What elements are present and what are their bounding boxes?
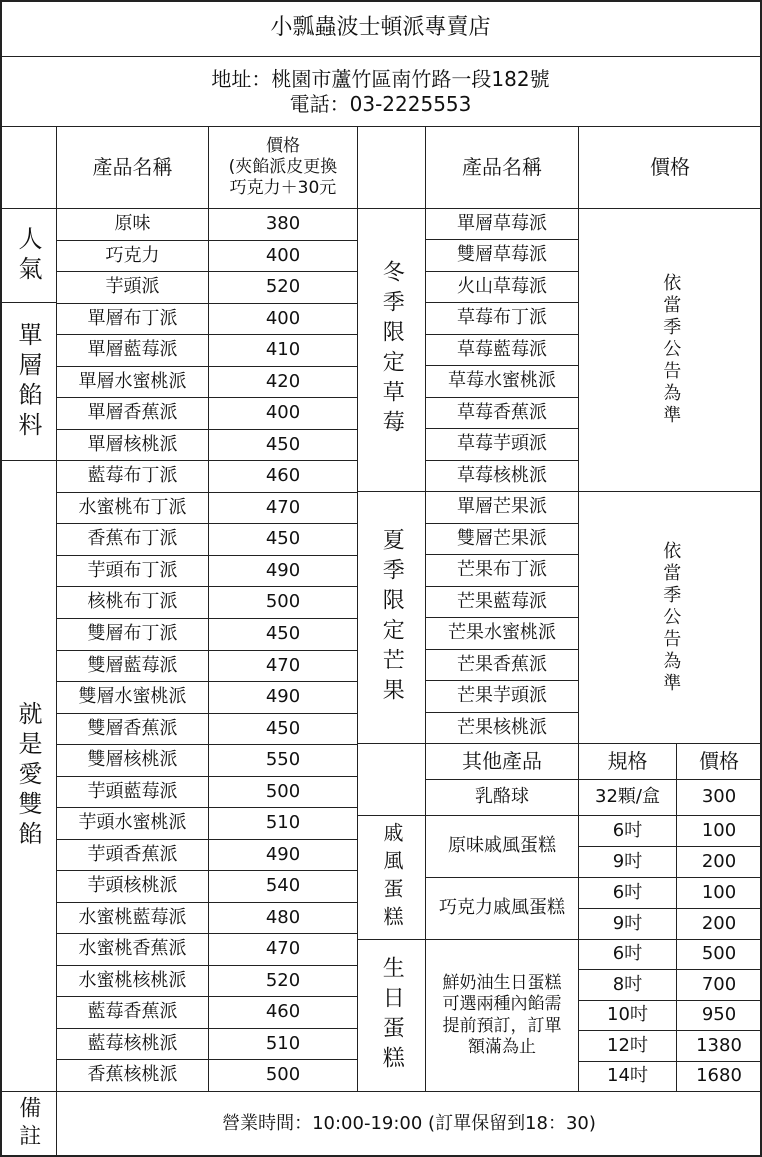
product-price: 420 — [209, 367, 358, 398]
header-price-2: 價格 — [579, 127, 762, 209]
product-price: 520 — [209, 272, 358, 304]
birthday-size-price: 950 — [677, 1001, 762, 1031]
chiffon-original-spec: 6吋 — [579, 816, 677, 847]
address-line: 地址：桃園市蘆竹區南竹路一段182號 — [211, 66, 550, 91]
product-price: 510 — [209, 1029, 358, 1060]
product-price: 470 — [209, 934, 358, 966]
category-popular: 人氣 — [0, 209, 57, 303]
product-price: 400 — [209, 241, 358, 272]
summer-label: 夏季限定芒果 — [358, 492, 426, 744]
product-name: 雙層藍莓派 — [57, 651, 209, 682]
product-price: 450 — [209, 430, 358, 461]
winter-item: 草莓水蜜桃派 — [426, 366, 579, 398]
product-price: 470 — [209, 493, 358, 524]
header-price-line: 價格 — [266, 135, 300, 156]
birthday-label: 生日蛋糕 — [358, 940, 426, 1092]
birthday-description — [426, 940, 579, 1092]
winter-item: 火山草莓派 — [426, 272, 579, 303]
product-name: 單層布丁派 — [57, 304, 209, 335]
birthday-description-line: 可選兩種內餡需 — [442, 994, 562, 1015]
product-price: 500 — [209, 777, 358, 808]
header-blank — [0, 127, 57, 209]
phone-line: 電話：03-2225553 — [289, 91, 472, 116]
birthday-size-price: 500 — [677, 940, 762, 970]
product-price: 450 — [209, 619, 358, 651]
other-header-spec: 規格 — [579, 744, 677, 780]
other-header-price: 價格 — [677, 744, 762, 780]
other-blank — [358, 744, 426, 816]
birthday-description-line: 提前預訂，訂單 — [442, 1015, 562, 1036]
summer-item: 芒果布丁派 — [426, 555, 579, 587]
chiffon-chocolate-price: 100 — [677, 878, 762, 909]
header-product-name-2: 產品名稱 — [426, 127, 579, 209]
winter-item: 草莓香蕉派 — [426, 398, 579, 429]
product-name: 水蜜桃布丁派 — [57, 493, 209, 524]
birthday-size-price: 700 — [677, 970, 762, 1001]
birthday-size-spec: 8吋 — [579, 970, 677, 1001]
summer-item: 雙層芒果派 — [426, 524, 579, 555]
product-price: 520 — [209, 966, 358, 997]
product-price: 510 — [209, 808, 358, 840]
chiffon-label: 戚風蛋糕 — [358, 816, 426, 940]
product-price: 500 — [209, 1060, 358, 1092]
other-header-name: 其他產品 — [426, 744, 579, 780]
chiffon-original-price: 200 — [677, 847, 762, 878]
product-name: 藍莓香蕉派 — [57, 997, 209, 1029]
product-name: 雙層香蕉派 — [57, 714, 209, 745]
product-price: 460 — [209, 461, 358, 493]
product-price: 540 — [209, 871, 358, 903]
cheese-ball-spec: 32顆/盒 — [579, 780, 677, 816]
summer-item: 芒果水蜜桃派 — [426, 618, 579, 650]
product-price: 400 — [209, 304, 358, 335]
store-title: 小瓢蟲波士頓派專賣店 — [0, 0, 762, 57]
chiffon-original-price: 100 — [677, 816, 762, 847]
winter-item: 單層草莓派 — [426, 209, 579, 240]
contact-info — [0, 57, 762, 127]
product-name: 雙層水蜜桃派 — [57, 682, 209, 714]
header-blank — [358, 127, 426, 209]
product-name: 芋頭香蕉派 — [57, 840, 209, 871]
cheese-ball-price: 300 — [677, 780, 762, 816]
winter-item: 草莓核桃派 — [426, 461, 579, 492]
summer-item: 芒果藍莓派 — [426, 587, 579, 618]
header-price-line: 巧克力＋30元 — [229, 178, 337, 199]
birthday-size-spec: 12吋 — [579, 1031, 677, 1062]
header-price — [209, 127, 358, 209]
winter-label: 冬季限定草莓 — [358, 209, 426, 492]
winter-item: 草莓布丁派 — [426, 303, 579, 335]
summer-price-note: 依當季公告為準 — [579, 492, 762, 744]
product-name: 單層藍莓派 — [57, 335, 209, 367]
summer-item: 單層芒果派 — [426, 492, 579, 524]
category-double-filling: 就是愛雙餡 — [0, 461, 57, 1092]
header-price-line: (夾餡派皮更換 — [228, 156, 338, 177]
cheese-ball-name: 乳酪球 — [426, 780, 579, 816]
product-name: 水蜜桃核桃派 — [57, 966, 209, 997]
summer-item: 芒果香蕉派 — [426, 650, 579, 681]
product-name: 芋頭藍莓派 — [57, 777, 209, 808]
product-price: 460 — [209, 997, 358, 1029]
product-name: 藍莓布丁派 — [57, 461, 209, 493]
notes-label: 備註 — [0, 1092, 57, 1157]
product-price: 550 — [209, 745, 358, 777]
product-name: 芋頭派 — [57, 272, 209, 304]
winter-item: 草莓藍莓派 — [426, 335, 579, 366]
product-name: 水蜜桃香蕉派 — [57, 934, 209, 966]
product-name: 原味 — [57, 209, 209, 241]
birthday-size-spec: 14吋 — [579, 1062, 677, 1092]
birthday-size-spec: 10吋 — [579, 1001, 677, 1031]
notes-text: 營業時間：10:00-19:00 (訂單保留到18：30) — [57, 1092, 762, 1157]
chiffon-original-name: 原味戚風蛋糕 — [426, 816, 579, 878]
product-price: 400 — [209, 398, 358, 430]
birthday-description-line: 鮮奶油生日蛋糕 — [442, 973, 562, 993]
product-name: 藍莓核桃派 — [57, 1029, 209, 1060]
birthday-size-price: 1380 — [677, 1031, 762, 1062]
chiffon-chocolate-spec: 6吋 — [579, 878, 677, 909]
header-product-name: 產品名稱 — [57, 127, 209, 209]
product-name: 水蜜桃藍莓派 — [57, 903, 209, 934]
product-price: 450 — [209, 524, 358, 556]
product-name: 芋頭核桃派 — [57, 871, 209, 903]
product-price: 450 — [209, 714, 358, 745]
product-name: 單層水蜜桃派 — [57, 367, 209, 398]
product-price: 500 — [209, 587, 358, 619]
birthday-description-line: 額滿為止 — [468, 1036, 536, 1057]
summer-item: 芒果芋頭派 — [426, 681, 579, 713]
product-name: 雙層布丁派 — [57, 619, 209, 651]
product-price: 490 — [209, 840, 358, 871]
product-price: 490 — [209, 682, 358, 714]
product-name: 芋頭水蜜桃派 — [57, 808, 209, 840]
product-name: 巧克力 — [57, 241, 209, 272]
product-price: 490 — [209, 556, 358, 587]
product-price: 470 — [209, 651, 358, 682]
product-name: 單層香蕉派 — [57, 398, 209, 430]
chiffon-chocolate-price: 200 — [677, 909, 762, 940]
chiffon-chocolate-name: 巧克力戚風蛋糕 — [426, 878, 579, 940]
birthday-size-price: 1680 — [677, 1062, 762, 1092]
birthday-size-spec: 6吋 — [579, 940, 677, 970]
category-single-filling: 單層餡料 — [0, 303, 57, 461]
product-name: 香蕉布丁派 — [57, 524, 209, 556]
product-price: 380 — [209, 209, 358, 241]
winter-item: 雙層草莓派 — [426, 240, 579, 272]
winter-price-note: 依當季公告為準 — [579, 209, 762, 492]
winter-item: 草莓芋頭派 — [426, 429, 579, 461]
chiffon-chocolate-spec: 9吋 — [579, 909, 677, 940]
product-name: 雙層核桃派 — [57, 745, 209, 777]
product-name: 單層核桃派 — [57, 430, 209, 461]
chiffon-original-spec: 9吋 — [579, 847, 677, 878]
product-name: 香蕉核桃派 — [57, 1060, 209, 1092]
product-price: 480 — [209, 903, 358, 934]
product-price: 410 — [209, 335, 358, 367]
summer-item: 芒果核桃派 — [426, 713, 579, 744]
product-name: 核桃布丁派 — [57, 587, 209, 619]
product-name: 芋頭布丁派 — [57, 556, 209, 587]
